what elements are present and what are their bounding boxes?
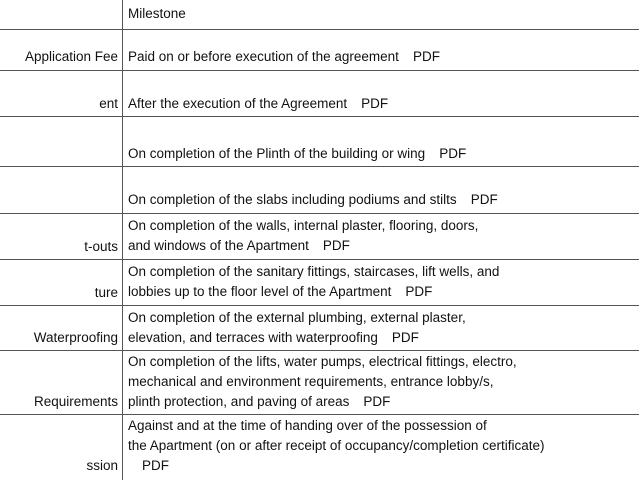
milestone-line: and windows of the Apartment: [128, 238, 309, 253]
stage-label: ssion: [86, 458, 118, 473]
pdf-link[interactable]: PDF: [405, 284, 433, 299]
milestone-line: On completion of the lifts, water pumps, electrical fittings, electro,: [128, 354, 517, 369]
pdf-link[interactable]: PDF: [361, 96, 389, 111]
pdf-link[interactable]: PDF: [363, 394, 391, 409]
milestone-text: [128, 47, 440, 67]
milestone-line: the Apartment (on or after receipt of occupancy/completion certificate): [128, 438, 545, 453]
pdf-link[interactable]: PDF: [439, 146, 467, 161]
milestone-text: [128, 190, 498, 210]
milestone-text: [128, 352, 517, 412]
row-divider: [0, 70, 639, 71]
milestone-text: [128, 144, 466, 164]
milestone-line: mechanical and environment requirements, entrance lobby/s,: [128, 374, 494, 389]
milestone-text: [128, 308, 466, 348]
row-divider: [0, 305, 639, 306]
row-divider: [0, 166, 639, 167]
milestone-line: Against and at the time of handing over of the possession of: [128, 418, 487, 433]
column-divider: [122, 0, 123, 480]
stage-label: ent: [99, 96, 118, 111]
milestone-line: lobbies up to the floor level of the Apartment: [128, 284, 392, 299]
row-divider: [0, 350, 639, 351]
milestone-text: [128, 216, 478, 256]
milestone-line: After the execution of the Agreement: [128, 96, 348, 111]
milestone-line: On completion of the slabs including podiums and stilts: [128, 192, 457, 207]
milestone-header: Milestone: [128, 6, 186, 21]
milestone-line: On completion of the Plinth of the building or wing: [128, 146, 426, 161]
stage-label: ture: [94, 285, 118, 300]
pdf-link[interactable]: PDF: [142, 458, 169, 473]
milestone-text: [128, 262, 499, 302]
pdf-link[interactable]: PDF: [470, 192, 498, 207]
stage-label: Waterproofing: [33, 330, 118, 345]
pdf-link[interactable]: PDF: [412, 49, 440, 64]
milestone-line: On completion of the walls, internal plaster, flooring, doors,: [128, 218, 479, 233]
row-divider: [0, 29, 639, 30]
milestone-line: On completion of the external plumbing, external plaster,: [128, 310, 466, 325]
stage-label: t-outs: [84, 239, 118, 254]
pdf-link[interactable]: PDF: [322, 238, 350, 253]
row-divider: [0, 259, 639, 260]
milestone-text: [128, 416, 544, 476]
stage-label: Requirements: [33, 394, 118, 409]
row-divider: [0, 213, 639, 214]
milestone-line: Paid on or before execution of the agreement: [128, 49, 399, 64]
milestone-line: plinth protection, and paving of areas: [128, 394, 350, 409]
milestone-line: On completion of the sanitary fittings, staircases, lift wells, and: [128, 264, 500, 279]
stage-label: Application Fee: [24, 49, 118, 64]
pdf-link[interactable]: PDF: [391, 330, 419, 345]
milestone-line: elevation, and terraces with waterproofing: [128, 330, 378, 345]
milestone-text: [128, 94, 388, 114]
row-divider: [0, 414, 639, 415]
row-divider: [0, 116, 639, 117]
